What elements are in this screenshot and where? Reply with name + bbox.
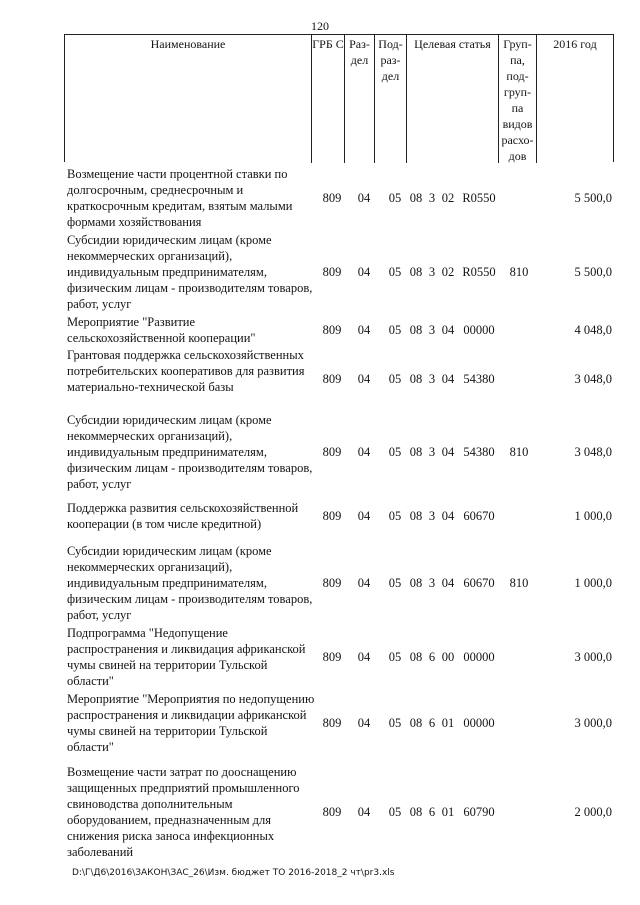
- row-name: Субсидии юридическим лицам (кроме некоммерческих организаций), индивидуальным предпринимателям, физическим лицам - производителям товаров, работ, услуг: [67, 544, 313, 622]
- row-cs1: 08: [409, 323, 423, 337]
- row-razdel: 04: [357, 716, 371, 730]
- row-cs2: 3: [428, 372, 436, 386]
- row-cs4: 60670: [463, 509, 495, 523]
- row-grbs: 809: [322, 372, 342, 386]
- page-number: 120: [311, 19, 329, 33]
- row-name: Поддержка развития сельскохозяйственной кооперации (в том числе кредитной): [67, 501, 299, 531]
- file-path: D:\Г\Д6\2016\ЗАКОН\ЗАС_26\Изм. бюджет ТО 2016-2018_2 чт\pr3.xls: [72, 868, 395, 878]
- row-name: Возмещение части процентной ставки по долгосрочным, среднесрочным и краткосрочным кредитам, взятым малыми формами хозяйствования: [67, 167, 293, 229]
- row-cs1: 08: [409, 265, 423, 279]
- row-grbs: 809: [322, 576, 342, 590]
- row-cs1: 08: [409, 509, 423, 523]
- row-cs1: 08: [409, 716, 423, 730]
- row-cs2: 3: [428, 576, 436, 590]
- row-cs2: 6: [428, 650, 436, 664]
- row-grbs: 809: [322, 650, 342, 664]
- row-cs2: 3: [428, 191, 436, 205]
- row-podrazdel: 05: [388, 805, 402, 819]
- row-amount: 4 048,0: [574, 323, 612, 337]
- row-cs4: 00000: [463, 323, 495, 337]
- row-cs3: 02: [441, 191, 455, 205]
- row-cs1: 08: [409, 650, 423, 664]
- row-amount: 1 000,0: [574, 509, 612, 523]
- row-grbs: 809: [322, 323, 342, 337]
- row-razdel: 04: [357, 650, 371, 664]
- row-cs2: 3: [428, 509, 436, 523]
- row-cs3: 04: [441, 576, 455, 590]
- table-header: [64, 34, 614, 162]
- row-cs4: R0550: [462, 265, 496, 279]
- header-razdel: Раз- дел: [345, 35, 375, 163]
- row-razdel: 04: [357, 191, 371, 205]
- row-grbs: 809: [322, 191, 342, 205]
- header-group: Груп- па, под- груп- па видов расхо- дов: [499, 35, 537, 163]
- row-podrazdel: 05: [388, 576, 402, 590]
- row-cs3: 04: [441, 323, 455, 337]
- row-amount: 5 500,0: [574, 265, 612, 279]
- row-cs4: 00000: [463, 650, 495, 664]
- row-cs1: 08: [409, 576, 423, 590]
- row-cs1: 08: [409, 445, 423, 459]
- row-podrazdel: 05: [388, 191, 402, 205]
- row-group: 810: [509, 445, 529, 459]
- row-amount: 3 048,0: [574, 445, 612, 459]
- row-name: Мероприятие "Развитие сельскохозяйственной кооперации": [67, 315, 256, 345]
- row-podrazdel: 05: [388, 509, 402, 523]
- row-amount: 3 048,0: [574, 372, 612, 386]
- row-group: 810: [509, 576, 529, 590]
- row-cs3: 00: [441, 650, 455, 664]
- header-year: 2016 год: [553, 37, 597, 51]
- row-podrazdel: 05: [388, 445, 402, 459]
- row-razdel: 04: [357, 372, 371, 386]
- row-grbs: 809: [322, 265, 342, 279]
- row-cs4: 60790: [463, 805, 495, 819]
- row-cs1: 08: [409, 805, 423, 819]
- row-cs1: 08: [409, 372, 423, 386]
- row-grbs: 809: [322, 716, 342, 730]
- row-podrazdel: 05: [388, 265, 402, 279]
- row-amount: 2 000,0: [574, 805, 612, 819]
- row-grbs: 809: [322, 509, 342, 523]
- row-amount: 3 000,0: [574, 650, 612, 664]
- row-cs4: 60670: [463, 576, 495, 590]
- row-cs4: 00000: [463, 716, 495, 730]
- row-name: Возмещение части затрат по дооснащению защищенных предприятий промышленного свиноводства дополнительным оборудованием, предназначенным для снижения риска заноса инфекционных заболеваний: [67, 765, 300, 859]
- row-cs3: 01: [441, 716, 455, 730]
- row-cs1: 08: [409, 191, 423, 205]
- header-name: Наименование: [65, 35, 312, 163]
- row-cs2: 3: [428, 445, 436, 459]
- header-grbs: ГРБ С: [312, 35, 345, 163]
- row-razdel: 04: [357, 509, 371, 523]
- row-amount: 1 000,0: [574, 576, 612, 590]
- row-podrazdel: 05: [388, 323, 402, 337]
- row-podrazdel: 05: [388, 716, 402, 730]
- row-podrazdel: 05: [388, 372, 402, 386]
- header-podrazdel: Под- раз- дел: [375, 35, 407, 163]
- row-razdel: 04: [357, 805, 371, 819]
- row-cs3: 01: [441, 805, 455, 819]
- row-razdel: 04: [357, 265, 371, 279]
- row-name: Субсидии юридическим лицам (кроме некоммерческих организаций), индивидуальным предпринимателям, физическим лицам - производителям товаров, работ, услуг: [67, 413, 313, 491]
- row-cs2: 3: [428, 265, 436, 279]
- row-name: Субсидии юридическим лицам (кроме некоммерческих организаций), индивидуальным предпринимателям, физическим лицам - производителям товаров, работ, услуг: [67, 233, 313, 311]
- row-group: 810: [509, 265, 529, 279]
- row-cs3: 04: [441, 372, 455, 386]
- row-cs2: 6: [428, 805, 436, 819]
- row-amount: 5 500,0: [574, 191, 612, 205]
- row-name: Мероприятие "Мероприятия по недопущению распространения и ликвидации африканской чумы свиней на территории Тульской области": [67, 692, 315, 754]
- row-name: Грантовая поддержка сельскохозяйственных потребительских кооперативов для развития материально-технической базы: [67, 348, 305, 394]
- row-name: Подпрограмма "Недопущение распространения и ликвидация африканской чумы свиней на территории Тульской области": [67, 626, 306, 688]
- row-razdel: 04: [357, 576, 371, 590]
- row-cs3: 04: [441, 445, 455, 459]
- row-razdel: 04: [357, 445, 371, 459]
- row-cs3: 02: [441, 265, 455, 279]
- row-cs3: 04: [441, 509, 455, 523]
- header-target: Целевая статья: [407, 35, 499, 163]
- row-cs4: 54380: [463, 445, 495, 459]
- row-podrazdel: 05: [388, 650, 402, 664]
- row-cs2: 3: [428, 323, 436, 337]
- row-cs4: 54380: [463, 372, 495, 386]
- row-razdel: 04: [357, 323, 371, 337]
- row-cs2: 6: [428, 716, 436, 730]
- row-cs4: R0550: [462, 191, 496, 205]
- row-grbs: 809: [322, 445, 342, 459]
- row-amount: 3 000,0: [574, 716, 612, 730]
- row-grbs: 809: [322, 805, 342, 819]
